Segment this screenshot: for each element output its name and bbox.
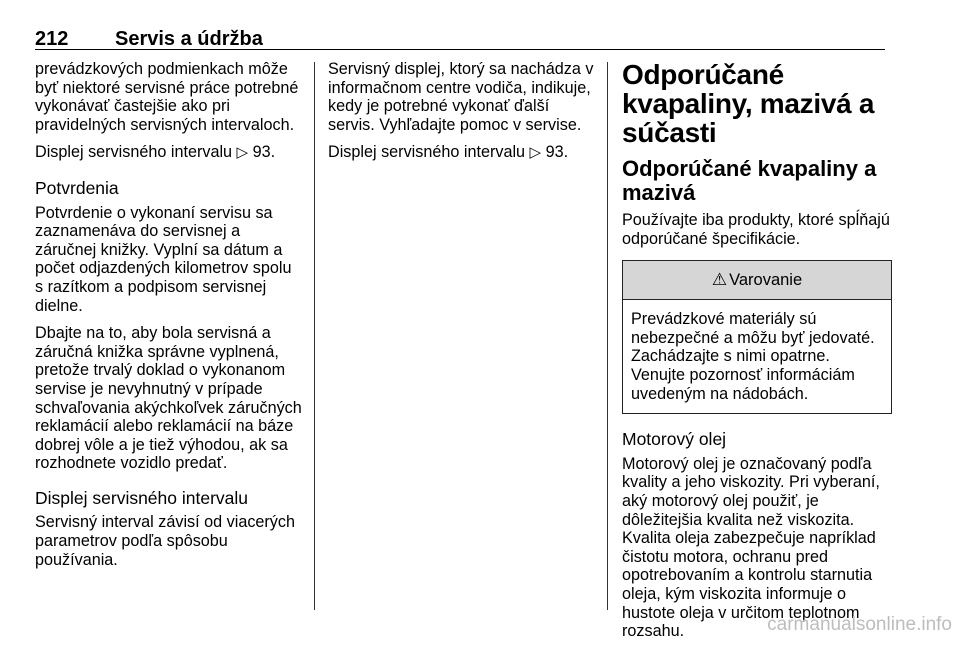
cross-reference-text: Displej servisného intervalu <box>328 143 526 162</box>
page-header <box>35 28 885 50</box>
paragraph: Servisný displej, ktorý sa nachádza v informačnom centre vodiča, indikuje, kedy je potrebné vykonať ďalší servis. Vyhľadajte pomoc v servise. <box>328 60 594 134</box>
paragraph: Dbajte na to, aby bola servisná a záručná knižka správne vyplnená, pretože trvalý doklad o vykonanom servise je nevyhnutný v prípade schvaľovania akýchkoľvek záručných reklamácií alebo reklamácií na báze dobrej vôle a je tiež výhodou, ak sa rozhodnete vozidlo predať. <box>35 324 302 473</box>
warning-title: Varovanie <box>729 270 803 289</box>
warning-triangle-icon: ⚠ <box>711 269 728 289</box>
column-1 <box>35 60 303 578</box>
paragraph: prevádzkových podmienkach môže byť niektoré servisné práce potrebné vykonávať častejšie ako pri pravidelných servisných intervaloch. <box>35 60 299 134</box>
subchapter-heading: Odporúčané kvapaliny a mazivá <box>622 156 877 205</box>
cross-reference-page: 93. <box>545 143 569 162</box>
column-divider-2 <box>607 62 608 610</box>
paragraph: Potvrdenie o vykonaní servisu sa zaznamenáva do servisnej a záručnej knižky. Vyplní sa dátum a počet odjazdených kilometrov spolu s razítkom a podpisom servisnej dielne. <box>35 203 292 315</box>
heading-potvrdenia: Potvrdenia <box>35 177 119 198</box>
page-number: 212 <box>35 28 69 50</box>
warning-box <box>622 260 892 414</box>
column-3 <box>622 60 892 650</box>
heading-motorovy-olej: Motorový olej <box>622 429 727 450</box>
cross-reference-page: 93. <box>252 143 276 162</box>
watermark: carmanualsonline.info <box>767 614 952 635</box>
column-2 <box>328 60 600 172</box>
chapter-heading: Odporúčané kvapaliny, mazivá a súčasti <box>622 59 875 148</box>
paragraph: Servisný interval závisí od viacerých parametrov podľa spôsobu používania. <box>35 513 295 569</box>
cross-reference-text: Displej servisného intervalu <box>35 143 233 162</box>
reference-arrow-icon: ▷ <box>236 144 249 162</box>
warning-text: Prevádzkové materiály sú nebezpečné a môžu byť jedovaté. Zachádzajte s nimi opatrne. Venujte pozornosť informáciám uvedeným na nádobách. <box>631 310 875 403</box>
cross-reference[interactable] <box>328 143 600 163</box>
paragraph: Používajte iba produkty, ktoré spĺňajú odporúčané špecifikácie. <box>622 211 890 248</box>
section-title: Servis a údržba <box>115 28 263 50</box>
reference-arrow-icon: ▷ <box>529 144 542 162</box>
column-divider-1 <box>314 62 315 610</box>
cross-reference[interactable] <box>35 143 303 163</box>
warning-header <box>623 261 891 300</box>
heading-displej-servisneho-intervalu: Displej servisného intervalu <box>35 487 249 508</box>
paragraph: Motorový olej je označovaný podľa kvality a jeho viskozity. Pri vyberaní, aký motorový olej použiť, je dôležitejšia kvalita než viskozita. Kvalita oleja zabezpečuje napríklad čistotu motora, ochranu pred opotrebovaním a kontrolu starnutia oleja, kým viskozita informuje o hustote oleja v určitom teplotnom rozsahu. <box>622 454 880 641</box>
header-rule <box>35 49 885 50</box>
